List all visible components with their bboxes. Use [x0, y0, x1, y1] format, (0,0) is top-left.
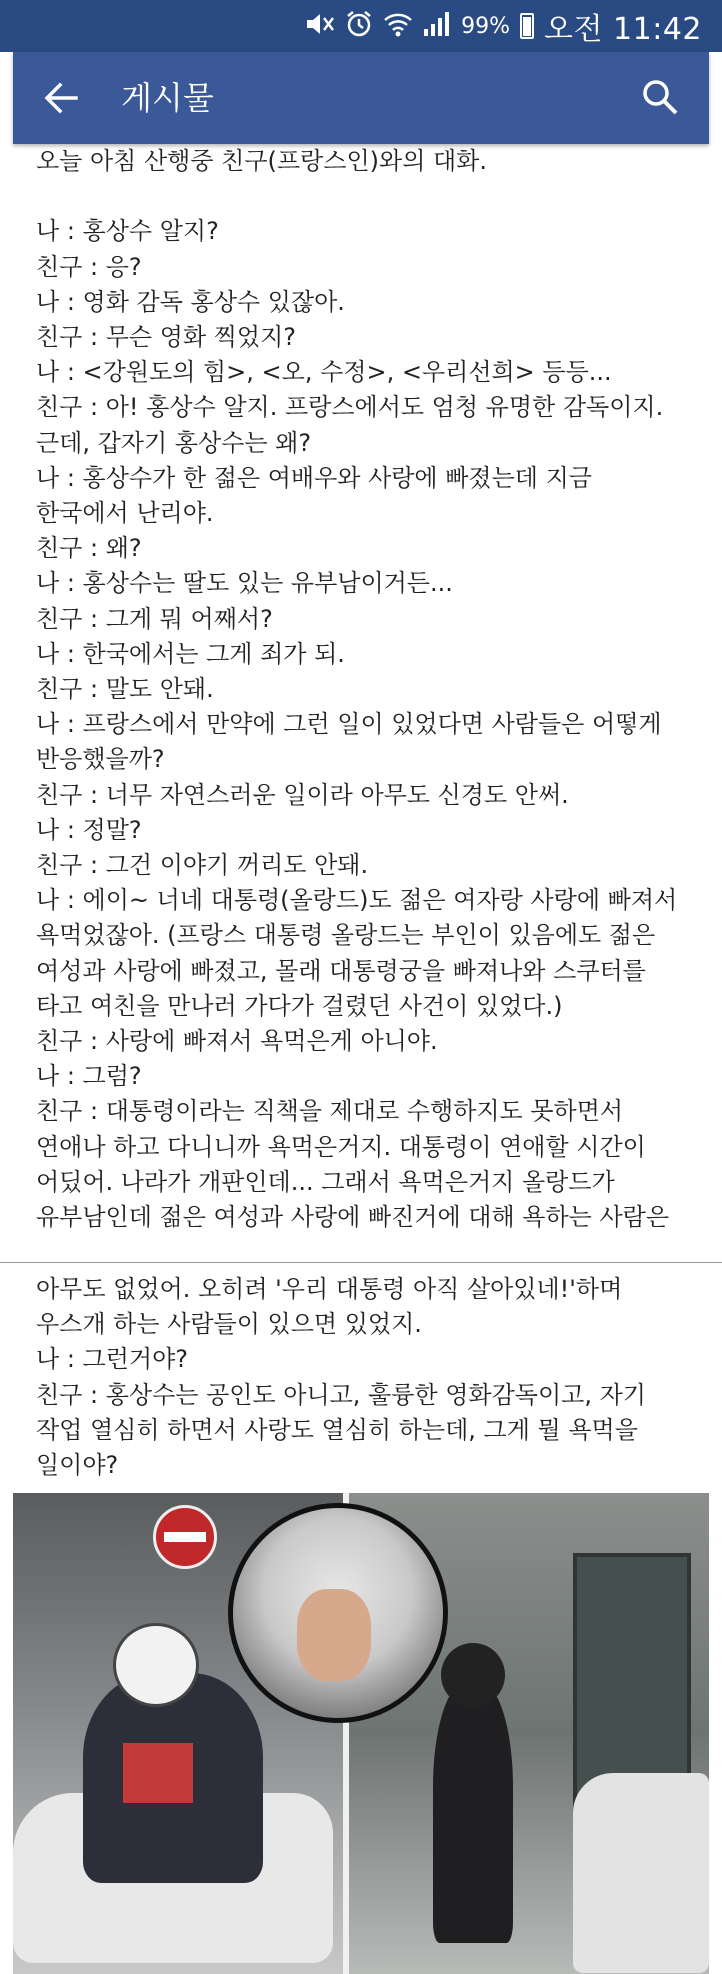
- walking-person: [433, 1683, 513, 1943]
- signal-icon: [423, 11, 451, 41]
- screenshot-divider: [0, 1262, 722, 1263]
- post-text-part1: 오늘 아침 산행중 친구(프랑스인)와의 대화. 나 : 홍상수 알지? 친구 : 응? 나 : 영화 감독 홍상수 있잖아. 친구 : 무슨 영화 찍었지? 나 : <강원도의 힘>, <오, 수정>, <우리선희> 등등... 친구 : 아! 홍상수 알지. 프랑스에서도 엄청 유명한 감독이지. 근데, 갑자기 홍상수는 왜? 나 : 홍상수가 한 젊은 여배우와 사랑에 빠졌는데 지금 한국에서 난리야. 친구 : 왜? 나 : 홍상수는 딸도 있는 유부남이거든... 친구 : 그게 뭐 어째서? 나 : 한국에서는 그게 죄가 되. 친구 : 말도 안돼. 나 : 프랑스에서 만약에 그런 일이 있었다면 사람들은 어떻게 반응했을까? 친구 : 너무 자연스러운 일이라 아무도 신경도 안써. 나 : 정말? 친구 : 그건 이야기 꺼리도 안돼. 나 : 에이~ 너네 대통령(올랑드)도 젊은 여자랑 사랑에 빠져서 욕먹었잖아. (프랑스 대통령 올랑드는 부인이 있음에도 젊은 여성과 사랑에 빠졌고, 몰래 대통령궁을 빠져나와 스쿠터를 타고 여친을 만나러 가다가 걸렸던 사건이 있었다.) 친구 : 사랑에 빠져서 욕먹은게 아니야. 나 : 그럼? 친구 : 대통령이라는 직책을 제대로 수행하지도 못하면서 연애나 하고 다니니까 욕먹은거지. 대통령이 연애할 시간이 어딨어. 나라가 개판인데... 그래서 욕먹은거지 올랑드가 유부남인데 젊은 여성과 사랑에 빠진거에 대해 욕하는 사람은: [36, 147, 678, 1232]
- mute-icon: [305, 11, 335, 41]
- portrait-face: [297, 1589, 371, 1681]
- rider-helmet: [113, 1623, 199, 1707]
- battery-percent: 99%: [461, 13, 511, 39]
- page-title: 게시물: [121, 79, 214, 117]
- status-bar: [0, 0, 722, 52]
- battery-icon: [520, 13, 534, 39]
- arrow-left-icon[interactable]: [43, 80, 79, 116]
- walking-person-helmet: [441, 1643, 505, 1707]
- scooter-right: [573, 1773, 709, 1973]
- no-entry-sign: [153, 1505, 217, 1569]
- clock: 오전 11:42: [544, 12, 702, 47]
- post-text-part2: 아무도 없었어. 오히려 '우리 대통령 아직 살아있네!'하며 우스개 하는 사람들이 있으면 있었지. 나 : 그런거야? 친구 : 홍상수는 공인도 아니고, 훌륭한 영화감독이고, 자기 작업 열심히 하면서 사랑도 열심히 하는데, 그게 뭘 욕먹을 일이야?: [36, 1275, 646, 1480]
- alarm-icon: [345, 10, 373, 42]
- news-photo: [13, 1493, 709, 1974]
- app-bar: [13, 52, 709, 144]
- search-icon[interactable]: [641, 78, 679, 116]
- rider-jacket: [123, 1743, 193, 1803]
- wifi-icon: [383, 11, 413, 41]
